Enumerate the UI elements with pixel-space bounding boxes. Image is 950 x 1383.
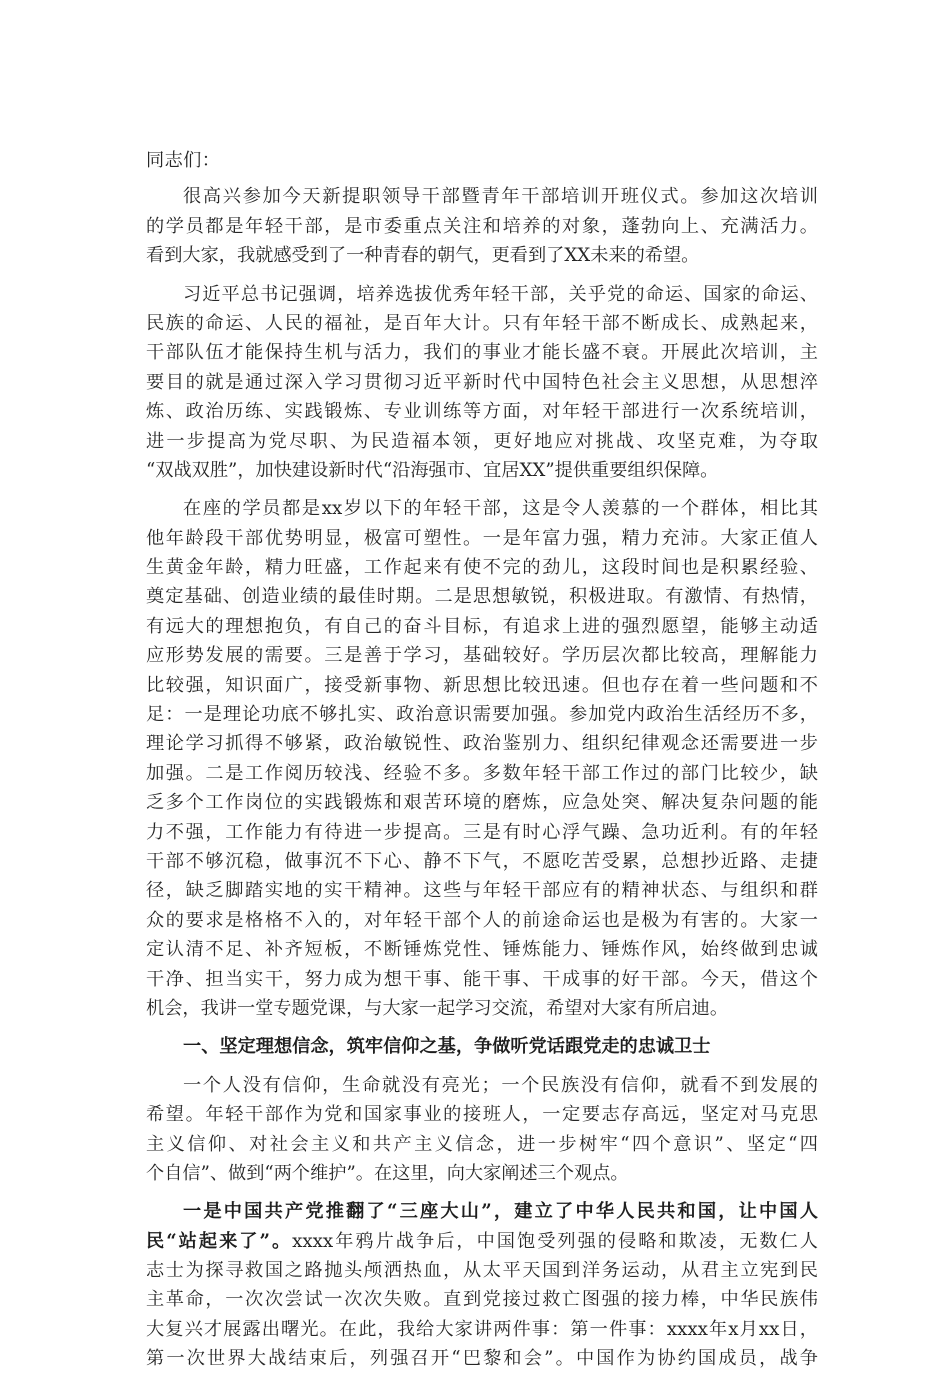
- paragraph-line: 很高兴参加今天新提职领导干部暨青年干部培训开班仪式。参加这次培训: [183, 186, 818, 208]
- paragraph-lead-rest: xxxx年鸦片战争后，中国饱受列强的侵略和欺凌，无数仁人: [292, 1230, 818, 1252]
- paragraph-4: [146, 1071, 818, 1189]
- paragraph-line: 看到大家，我就感受到了一种青春的朝气，更看到了XX未来的希望。: [146, 245, 700, 267]
- paragraph-line: 主义信仰、对社会主义和共产主义信念，进一步树牢“四个意识”、坚定“四: [146, 1133, 818, 1155]
- paragraph-line-mixed: [146, 1227, 818, 1256]
- paragraph-line: 众的要求是格格不入的，对年轻干部个人的前途命运也是极为有害的。大家一: [146, 909, 818, 931]
- paragraph-line: 民族的命运、人民的福祉，是百年大计。只有年轻干部不断成长、成熟起来，: [146, 312, 818, 334]
- document-page: [146, 146, 818, 1383]
- paragraph-line: 志士为探寻救国之路抛头颅洒热血，从太平天国到洋务运动，从君主立宪到民: [146, 1260, 818, 1282]
- salutation: 同志们：: [146, 150, 221, 171]
- paragraph-5: [146, 1197, 818, 1373]
- paragraph-line: 在座的学员都是xx岁以下的年轻干部，这是令人羡慕的一个群体，相比其: [183, 498, 818, 520]
- paragraph-line: 希望。年轻干部作为党和国家事业的接班人，一定要志存高远，坚定对马克思: [146, 1104, 818, 1126]
- paragraph-line: 定认清不足、补齐短板，不断锤炼党性、锤炼能力、锤炼作风，始终做到忠诚: [146, 939, 818, 961]
- paragraph-line: 乏多个工作岗位的实践锻炼和艰苦环境的磨炼，应急处突、解决复杂问题的能: [146, 792, 818, 814]
- paragraph-line: 理论学习抓得不够紧，政治敏锐性、政治鉴别力、组织纪律观念还需要进一步: [146, 733, 818, 755]
- paragraph-line: 径，缺乏脚踏实地的实干精神。这些与年轻干部应有的精神状态、与组织和群: [146, 880, 818, 902]
- paragraph-3: [146, 494, 818, 1023]
- paragraph-line: 力不强，工作能力有待进一步提高。三是有时心浮气躁、急功近利。有的年轻: [146, 821, 818, 843]
- paragraph-line: 第一次世界大战结束后，列强召开“巴黎和会”。中国作为协约国成员，战争: [146, 1348, 818, 1370]
- paragraph-line: 足：一是理论功底不够扎实、政治意识需要加强。参加党内政治生活经历不多，: [146, 704, 818, 726]
- paragraph-line: 生黄金年龄，精力旺盛，工作起来有使不完的劲儿，这段时间也是积累经验、: [146, 557, 818, 579]
- paragraph-line: 比较强，知识面广，接受新事物、新思想比较迅速。但也存在着一些问题和不: [146, 674, 818, 696]
- paragraph-line: 有远大的理想抱负，有自己的奋斗目标，有追求上进的强烈愿望，能够主动适: [146, 615, 818, 637]
- paragraph-line: 要目的就是通过深入学习贯彻习近平新时代中国特色社会主义思想，从思想淬: [146, 371, 818, 393]
- paragraph-line: 的学员都是年轻干部，是市委重点关注和培养的对象，蓬勃向上、充满活力。: [146, 215, 818, 237]
- paragraph-2: [146, 280, 818, 486]
- paragraph-line: “双战双胜”，加快建设新时代“沿海强市、宜居XX”提供重要组织保障。: [146, 459, 719, 481]
- paragraph-line: 习近平总书记强调，培养选拔优秀年轻干部，关乎党的命运、国家的命运、: [183, 283, 818, 305]
- paragraph-lead-bold: 民“站起来了”。: [146, 1230, 293, 1252]
- paragraph-line: 进一步提高为党尽职、为民造福本领，更好地应对挑战、攻坚克难，为夺取: [146, 430, 818, 452]
- paragraph-line: 应形势发展的需要。三是善于学习，基础较好。学历层次都比较高，理解能力: [146, 645, 818, 667]
- section-heading: 一、坚定理想信念，筑牢信仰之基，争做听党话跟党走的忠诚卫士: [183, 1036, 711, 1058]
- paragraph-line: 干部不够沉稳，做事沉不下心、静不下气，不愿吃苦受累，总想抄近路、走捷: [146, 851, 818, 872]
- paragraph-line: 主革命，一次次尝试一次次失败。直到党接过救亡图强的接力棒，中华民族伟: [146, 1289, 818, 1311]
- paragraph-line: 机会，我讲一堂专题党课，与大家一起学习交流，希望对大家有所启迪。: [146, 997, 729, 1019]
- paragraph-line: 加强。二是工作阅历较浅、经验不多。多数年轻干部工作过的部门比较少，缺: [146, 762, 818, 784]
- paragraph-line: 一个人没有信仰，生命就没有亮光；一个民族没有信仰，就看不到发展的: [183, 1074, 818, 1096]
- paragraph-line: 干部队伍才能保持生机与活力，我们的事业才能长盛不衰。开展此次培训，主: [146, 342, 818, 364]
- paragraph-1: [146, 182, 818, 270]
- paragraph-line: 他年龄段干部优势明显，极富可塑性。一是年富力强，精力充沛。大家正值人: [146, 527, 818, 549]
- paragraph-lead-line: 一是中国共产党推翻了“三座大山”，建立了中华人民共和国，让中国人: [183, 1201, 818, 1223]
- paragraph-line: 大复兴才展露出曙光。在此，我给大家讲两件事：第一件事：xxxx年x月xx日，: [146, 1318, 818, 1340]
- paragraph-line: 个自信”、做到“两个维护”。在这里，向大家阐述三个观点。: [146, 1162, 629, 1184]
- paragraph-line: 干净、担当实干，努力成为想干事、能干事、干成事的好干部。今天，借这个: [146, 968, 818, 990]
- paragraph-line: 炼、政治历练、实践锻炼、专业训练等方面，对年轻干部进行一次系统培训，: [146, 401, 818, 423]
- paragraph-line: 奠定基础、创造业绩的最佳时期。二是思想敏锐，积极进取。有激情、有热情，: [146, 586, 818, 608]
